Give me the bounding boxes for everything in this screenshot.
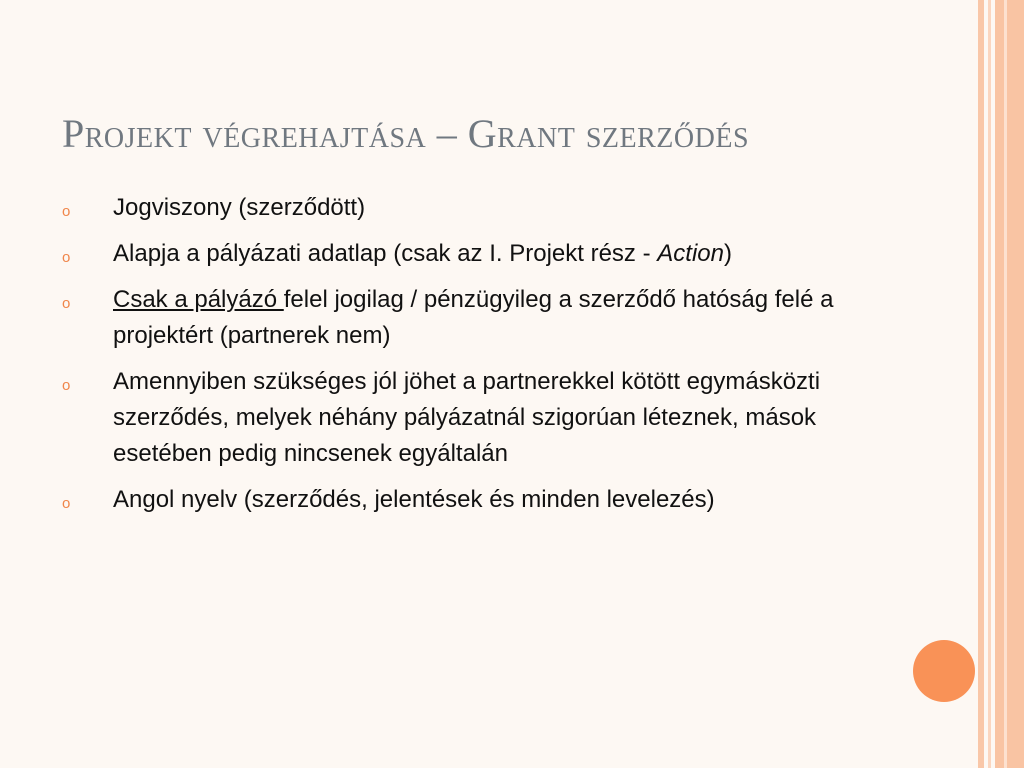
decorative-stripe [988,0,991,768]
bullet-item [62,190,892,226]
bullet-text: Jogviszony (szerződött) [113,194,366,221]
bullet-text: felel jogilag / pénzügyileg a szerződő hatóság felé a projektért (partnerek nem) [113,286,834,349]
bullet-text: ) [723,240,732,267]
bullet-item [62,236,892,272]
bullet-text-underlined: Csak a pályázó [113,286,284,313]
bullet-text-italic: Action [657,240,724,267]
bullet-text: Angol nyelv (szerződés, jelentések és minden levelezés) [113,486,715,513]
bullet-list [62,190,892,528]
accent-circle-decoration [913,640,975,702]
slide-title: Projekt végrehajtása – Grant szerződés [62,111,750,156]
bullet-item [62,364,892,472]
bullet-text: Amennyiben szükséges jól jöhet a partnerekkel kötött egymásközti szerződés, melyek néhány pályázatnál szigorúan léteznek, mások esetében pedig nincsenek egyáltalán [113,368,821,467]
bullet-marker-icon: o [62,203,71,220]
bullet-text: Alapja a pályázati adatlap (csak az I. Projekt rész - [113,240,658,267]
decorative-stripe [995,0,1024,768]
bullet-item [62,282,892,354]
decorative-stripe [1004,0,1007,768]
decorative-stripe [978,0,984,768]
bullet-marker-icon: o [62,249,71,266]
bullet-item [62,482,892,518]
bullet-marker-icon: o [62,377,71,394]
bullet-marker-icon: o [62,295,71,312]
bullet-marker-icon: o [62,495,71,512]
